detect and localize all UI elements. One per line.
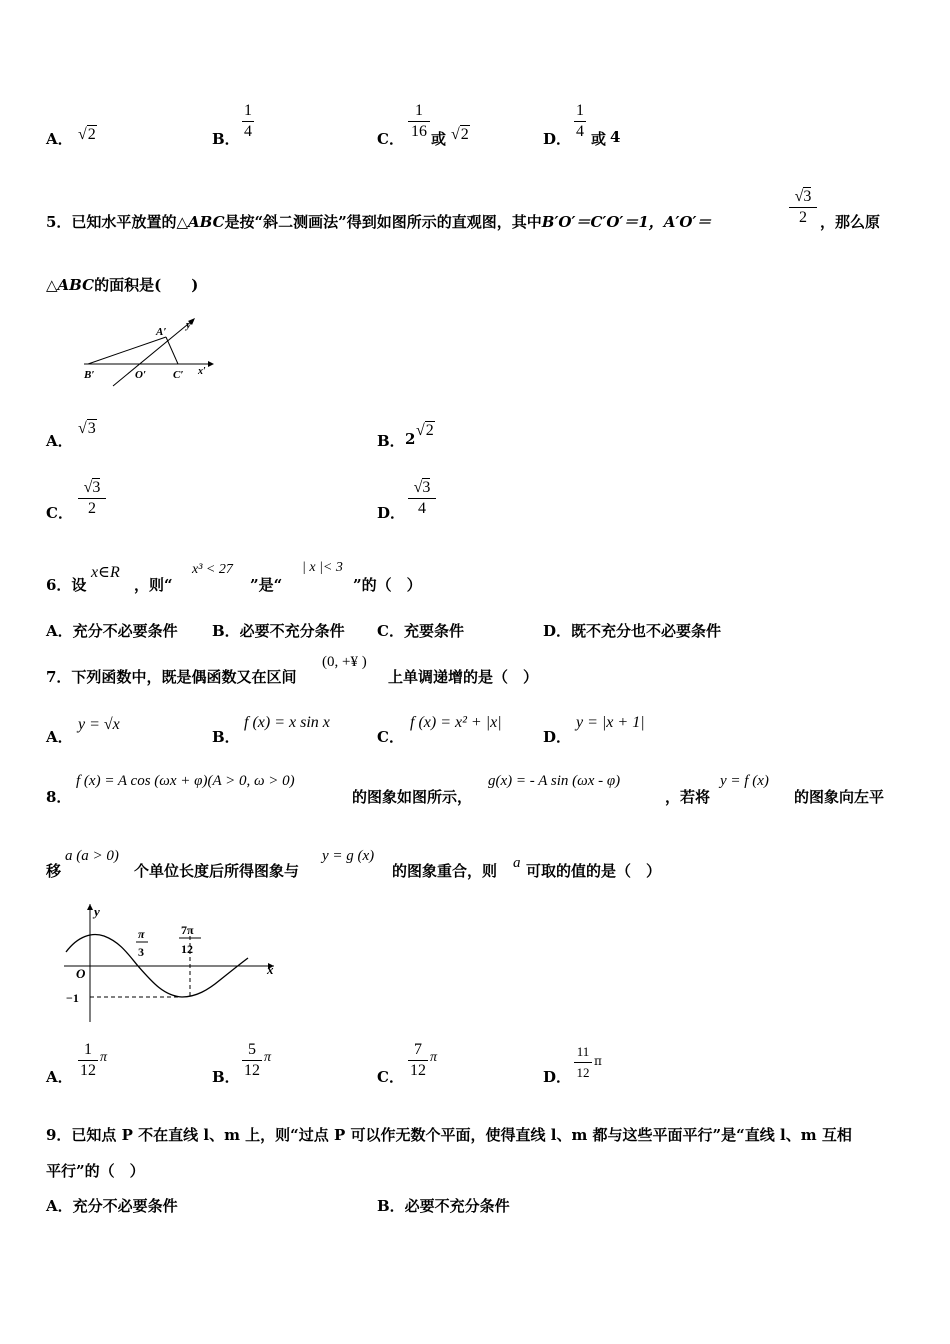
q8-option-b-pi: π (264, 1050, 272, 1065)
x-axis-arrow (208, 361, 214, 367)
q7-post: 上单调递增的是（ ） (388, 668, 539, 686)
q5-stem-line2: △ABC的面积是( ) (46, 276, 199, 294)
q4-option-b-fraction: 1 4 (244, 102, 252, 140)
q8-a-expr: a (a > 0) (65, 848, 119, 864)
q9-stem-line2: 平行”的（ ） (46, 1162, 145, 1180)
q6-then: ，则“ (134, 576, 173, 594)
q7-interval: (0, +¥ ) (322, 654, 367, 670)
q5-stem-line1-end: ，那么原 (820, 213, 881, 231)
q8-yf: y = f (x) (720, 773, 769, 789)
q5-option-d-label: D． (377, 504, 406, 522)
q4-option-a-value: √2 (78, 126, 96, 143)
graph-pi3-den: 3 (138, 945, 144, 959)
q8-f-expr: f (x) = A cos (ωx + φ)(A > 0, ω > 0) (76, 773, 295, 789)
q8-line2-mid: 个单位长度后所得图象与 (134, 862, 300, 880)
label-b: B′ (84, 369, 95, 381)
q8-g-expr: g(x) = - A sin (ωx - φ) (488, 773, 621, 789)
q6-pre: 6．设 (46, 576, 87, 594)
graph-y-arrow (87, 904, 93, 910)
graph-label-x: x (267, 962, 274, 977)
q5-option-b-label: B． (377, 432, 405, 450)
segment-a-c (166, 337, 178, 364)
q4-option-a-label: A． (46, 130, 73, 148)
q8-option-c-label: C． (377, 1068, 404, 1086)
q8-option-c-pi: π (430, 1050, 438, 1065)
q5-option-d-fraction: √3 4 (408, 478, 436, 519)
graph-label-neg1: −1 (66, 991, 79, 1005)
label-o: O′ (135, 369, 147, 381)
q8-line2-post: 的图象重合，则 (392, 862, 498, 880)
q8-text2: ，若将 (665, 788, 711, 806)
graph-label-origin: O (76, 966, 86, 981)
q7-option-a-expr: y = √x (78, 716, 120, 733)
q7-option-d-expr: y = |x + 1| (576, 714, 645, 731)
q8-option-a-label: A． (46, 1068, 73, 1086)
label-x: x′ (198, 366, 206, 377)
q5-oblique-figure (78, 310, 218, 390)
q4-option-d-label: D． (543, 130, 572, 148)
q5-option-b-coef: 2 (405, 430, 416, 448)
q6-expr1: x³ < 27 (192, 562, 233, 577)
q8-yg: y = g (x) (322, 848, 375, 864)
q4-option-c-fraction: 1 16 (408, 101, 430, 142)
q8-text3: 的图象向左平 (794, 788, 885, 806)
q6-post: ”的（ ） (353, 576, 422, 594)
q4-option-d-value: 4 (610, 128, 621, 146)
q8-cosine-graph (48, 902, 284, 1024)
q7-pre: 7．下列函数中，既是偶函数又在区间 (46, 668, 297, 686)
q8-option-d-label: D． (543, 1068, 572, 1086)
q4-option-c-label: C． (377, 130, 404, 148)
q4-option-d-fraction: 1 4 (576, 102, 584, 140)
q7-option-c-expr: f (x) = x² + |x| (410, 714, 502, 731)
segment-b-a (88, 337, 166, 364)
graph-label-y: y (94, 904, 100, 919)
q9-option-a: A．充分不必要条件 (46, 1197, 178, 1215)
q8-option-b-label: B． (212, 1068, 240, 1086)
q7-option-c-label: C． (377, 728, 404, 746)
q5-option-a-value: √3 (78, 420, 96, 437)
q6-option-c: C．充要条件 (377, 622, 464, 640)
graph-pi3-num: π (138, 927, 145, 941)
q8-line2-pre: 移 (46, 862, 62, 880)
graph-7pi12-num: 7π (181, 923, 194, 937)
q8-number: 8． (46, 788, 72, 806)
q8-line2-end: 可取的值的是（ ） (526, 862, 662, 880)
graph-7pi12-den: 12 (181, 942, 193, 956)
q6-option-a: A．充分不必要条件 (46, 622, 178, 640)
q8-option-a-fraction: 1 12 (80, 1041, 96, 1079)
q4-option-c-sqrt: √2 (451, 126, 469, 143)
q8-option-a-pi: π (100, 1050, 108, 1065)
q5-option-c-fraction: √3 2 (78, 478, 106, 519)
q6-option-d: D．既不充分也不必要条件 (543, 622, 722, 640)
q4-option-b-label: B． (212, 130, 240, 148)
q6-option-b: B．必要不充分条件 (212, 622, 345, 640)
q8-option-b-fraction: 5 12 (244, 1041, 260, 1079)
q9-option-b: B．必要不充分条件 (377, 1197, 510, 1215)
q5-option-b-sqrt: √2 (416, 422, 434, 439)
q4-option-d-or: 或 (591, 130, 607, 148)
q7-option-b-expr: f (x) = x sin x (244, 714, 330, 731)
q6-cond-x: x∈R (91, 564, 120, 581)
label-y: y′ (186, 319, 194, 331)
label-c: C′ (173, 369, 184, 381)
q4-option-c-or: 或 (431, 130, 447, 148)
q7-option-a-label: A． (46, 728, 73, 746)
q7-option-d-label: D． (543, 728, 572, 746)
q5-stem-line1: 5．已知水平放置的△ABC是按“斜二测画法”得到如图所示的直观图，其中B′O′＝C′O′＝1，A′O′＝ (46, 213, 712, 231)
q8-text1: 的图象如图所示， (352, 788, 473, 806)
label-a: A′ (156, 326, 167, 338)
q8-a-var: a (513, 855, 521, 871)
q8-option-d-fraction: 11 12 (574, 1042, 592, 1083)
q5-option-c-label: C． (46, 504, 73, 522)
q7-option-b-label: B． (212, 728, 240, 746)
q8-option-d-pi: π (594, 1054, 602, 1068)
q6-expr2: | x |< 3 (302, 560, 343, 575)
q5-frac-sqrt3-over-2: √3 2 (789, 187, 817, 228)
q5-option-a-label: A． (46, 432, 73, 450)
q9-stem-line1: 9．已知点 P 不在直线 l、m 上，则“过点 P 可以作无数个平面，使得直线 l、m 都与这些平面平行”是“直线 l、m 互相 (46, 1126, 852, 1144)
q8-option-c-fraction: 7 12 (410, 1041, 426, 1079)
q6-mid: ”是“ (250, 576, 283, 594)
